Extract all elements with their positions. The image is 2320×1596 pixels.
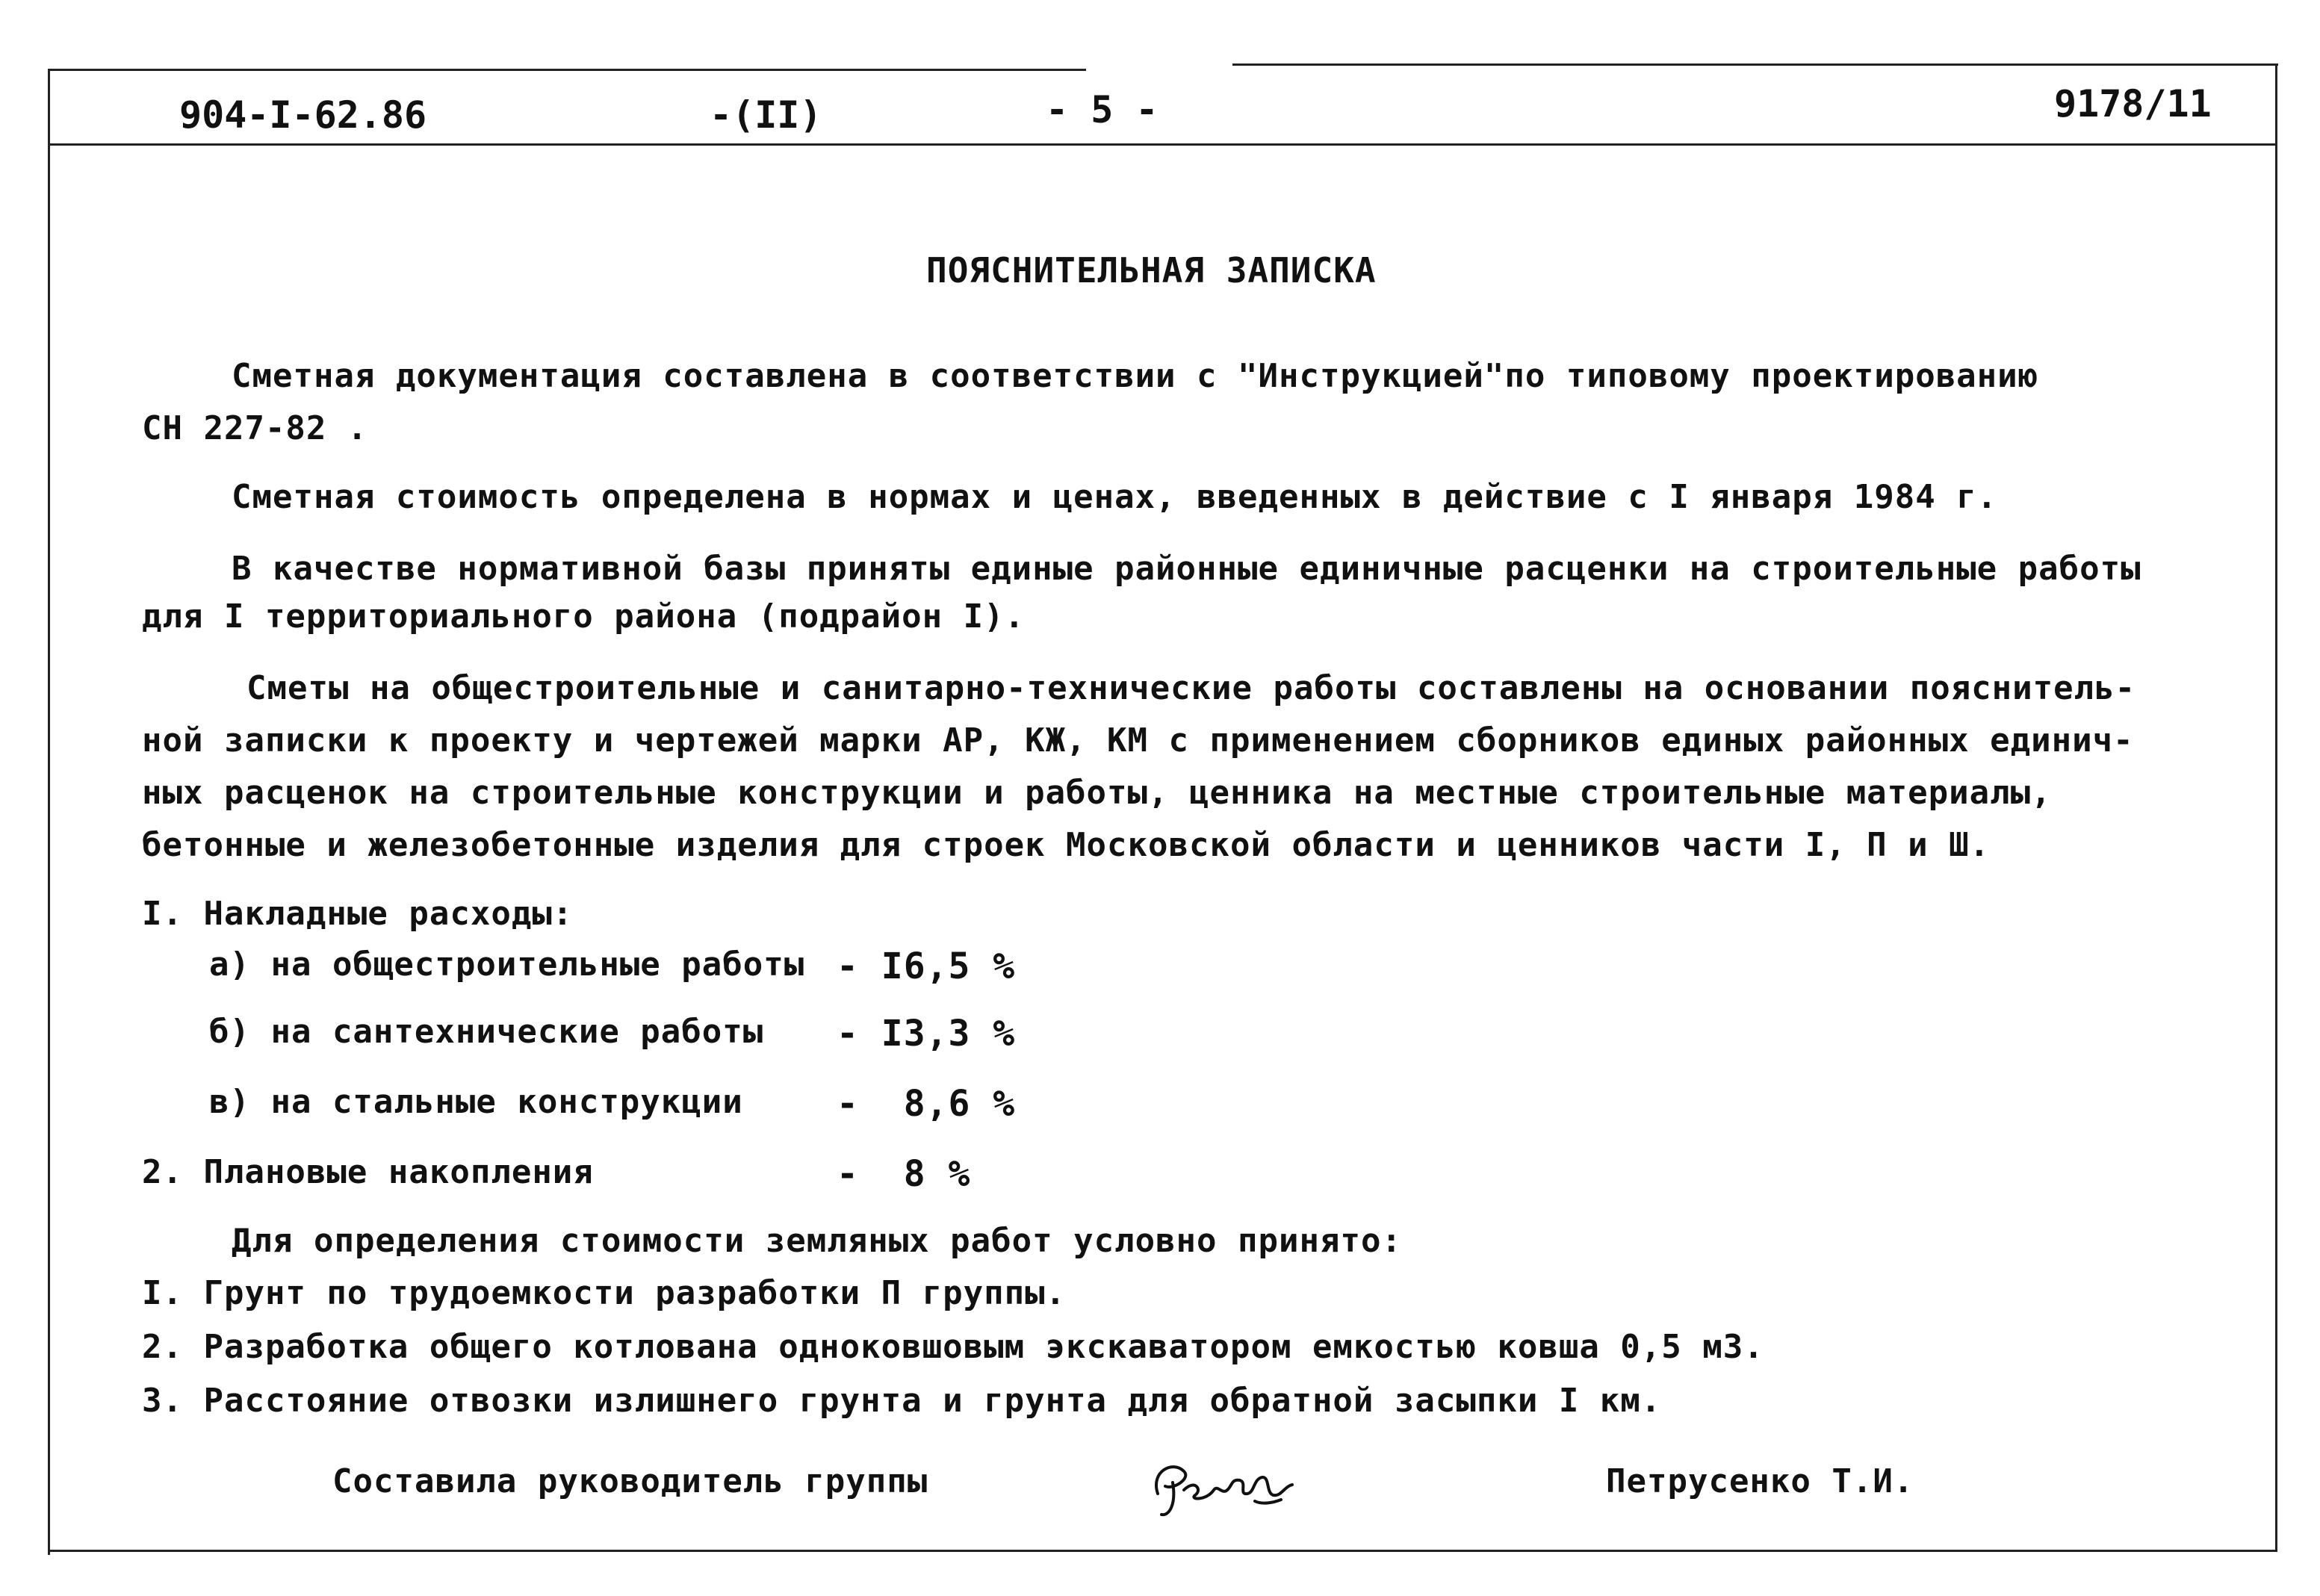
overhead-item-label: б) на сантехнические работы <box>209 1013 764 1051</box>
doc-code: 904-I-62.86 <box>179 93 427 137</box>
paragraph-2: Сметная стоимость определена в нормах и ценах, введенных в действие с I января 1984 г. <box>232 478 1998 516</box>
overhead-item-value: - I6,5 % <box>837 946 1016 987</box>
paragraph-4-line-2: ной записки к проекту и чертежей марки АР, КЖ, КМ с применением сборников единых районных единич- <box>142 721 2134 760</box>
paragraph-3-line-1: В качестве нормативной базы приняты единые районные единичные расценки на строительные работы <box>232 550 2141 588</box>
planned-savings-value: - 8 % <box>837 1153 971 1195</box>
header-divider <box>48 143 2277 146</box>
earthworks-item: 3. Расстояние отвозки излишнего грунта и грунта для обратной засыпки I км. <box>142 1382 1662 1420</box>
paragraph-1-line-1: Сметная документация составлена в соответствии с "Инструкцией"по типовому проектированию <box>232 357 2039 395</box>
overhead-item-value: - 8,6 % <box>837 1083 1016 1125</box>
overhead-item-label: в) на стальные конструкции <box>209 1083 743 1121</box>
earthworks-item: I. Грунт по трудоемкости разработки П группы. <box>142 1274 1067 1312</box>
frame-right-border <box>2275 63 2277 1550</box>
paragraph-1-line-2: СН 227-82 . <box>142 409 368 447</box>
part-number: -(II) <box>710 93 822 137</box>
overhead-item-label: а) на общестроительные работы <box>209 946 805 984</box>
overheads-heading: I. Накладные расходы: <box>142 895 574 933</box>
handwritten-signature <box>1143 1449 1315 1531</box>
earthworks-intro: Для определения стоимости земляных работ условно принято: <box>232 1222 1402 1260</box>
paragraph-4-line-3: ных расценок на строительные конструкции и работы, ценника на местные строительные материалы, <box>142 774 2052 812</box>
earthworks-item: 2. Разработка общего котлована одноковшовым экскаватором емкостью ковша 0,5 м3. <box>142 1328 1764 1366</box>
sheet-id: 9178/11 <box>2054 82 2212 125</box>
paragraph-3-line-2: для I территориального района (подрайон I). <box>142 597 1026 636</box>
frame-left-border <box>48 69 50 1555</box>
signer-name: Петрусенко Т.И. <box>1606 1462 1914 1500</box>
planned-savings-label: 2. Плановые накопления <box>142 1153 594 1191</box>
signature-role: Составила руководитель группы <box>332 1462 928 1500</box>
frame-top-border <box>48 69 1086 71</box>
frame-top-border-right <box>1232 63 2278 66</box>
paragraph-4-line-4: бетонные и железобетонные изделия для строек Московской области и ценников части I, П и Ш. <box>142 826 1991 864</box>
overhead-item-value: - I3,3 % <box>837 1013 1016 1055</box>
paragraph-4-line-1: Сметы на общестроительные и санитарно-технические работы составлены на основании пояснитель- <box>246 669 2136 707</box>
frame-bottom-border <box>48 1550 2277 1552</box>
page-title: ПОЯСНИТЕЛЬНАЯ ЗАПИСКА <box>926 250 1377 291</box>
page-number: - 5 - <box>1046 88 1159 131</box>
